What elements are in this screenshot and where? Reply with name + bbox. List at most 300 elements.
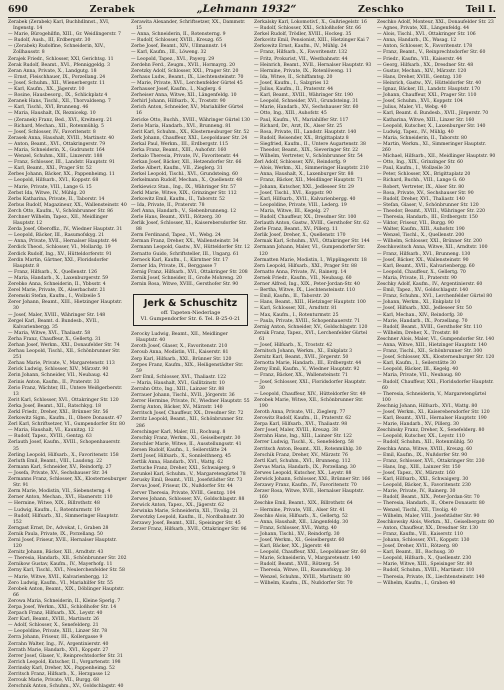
directory-entry: — Marie, Handarb., XV., Pillerg. 30 <box>377 422 459 428</box>
directory-entry: Zero Ludwig, Kaufm., VI., Mariahilfer Str. 55 <box>8 580 113 586</box>
directory-entry: — Ignaz, Bäcker, III., Landstr. Hauptstr. 170 <box>377 87 481 93</box>
directory-entry: — Karl, Kaufm., III., Löweng. 32 <box>131 50 207 56</box>
directory-entry: Zerke Albert, Kaufm., VII., Zieglerg. 31 <box>131 166 223 172</box>
right-headword: Zeschko <box>358 4 405 15</box>
directory-entry: Zermann Karl, Schneider, XV., Reindorfg. 27 <box>8 464 112 470</box>
directory-entry: — Franz, Schlosser, XVI., Ottakringer Str. 230 <box>377 458 485 464</box>
directory-entry: Zernin Rosa, Witwe, XVIII., Gersthofer Str. 90 <box>131 282 239 288</box>
directory-entry: Zerkel Leopold, Tischl., XVI., Grundsteing. 60 <box>131 172 238 178</box>
directory-entry: — Franz, Kaufm., VII., Kaiserstr. 110 <box>377 531 463 537</box>
directory-entry: Zeretzky Adolf, Schlosser, XXI., Prager Str. 20 <box>131 68 239 74</box>
directory-entry: Zernatto Guido, Schriftsteller, III., Ungarg. 61 <box>131 251 239 257</box>
directory-entry: — Rudolf, Dreher, XVI., Thaliastr. 140 <box>377 196 465 202</box>
directory-entry: — (Zerabek) Rudolfine, Schneiderin, XIV., Zollhausstr. 8 <box>8 44 106 56</box>
directory-entry: — Richard, Buchh., VIII., Lange G. 60 <box>377 178 465 184</box>
directory-entry: Zernikow Gustav, Kaufm., IV., Mayerhofg. 11 <box>8 562 113 568</box>
header-rule <box>8 17 496 18</box>
directory-entry: — Martin, Werkm., XI., Simmeringer Hauptstr. 260 <box>377 141 486 153</box>
directory-entry: — Josef, Schlosser, IV., Favoritenstr. 8 <box>8 129 96 135</box>
directory-entry: Zerhauser Josef, Kaufm., I., Naglerg. 6 <box>131 87 222 93</box>
directory-entry: Zerhirl Johann, Hilfsarb., X., Troststr. 90 <box>131 99 226 105</box>
directory-entry: — Ida, Witwe, II., Schiffamtsg. 20 <box>254 74 333 80</box>
advertisement-name: Jerk & Schuschitz <box>143 298 238 310</box>
directory-entry: — Rudolf, Beamt., XVIII., Gersthofer Str. 110 <box>377 324 482 330</box>
directory-entry: — Josef, Dreher, XVII., Rötzerg. 80 <box>377 544 458 550</box>
directory-entry: — Leopold, Schneider, XVI., Grundsteing. 31 <box>254 99 359 105</box>
directory-entry: — Josef, Werkm., XI., Geiselbergstr. 60 <box>254 537 345 543</box>
directory-entry: Zernotta Marie, Handarb., III., Erdbergstr. 44 <box>254 361 362 367</box>
directory-entry: — Rosa, Private, III., Landstr. Hauptstr. 140 <box>254 129 357 135</box>
directory-entry: Zernitz Karl, Beamt., XVII., Jörgerstr. 50 <box>254 355 349 361</box>
directory-entry: Zerel Marie, Private, IX., Alserbachstr. 21 <box>8 288 106 294</box>
directory-entry: — Anna, Schneiderin, II., Rotensterng. 9 <box>131 32 226 38</box>
directory-entry: — Heinrich, Beamt., XVII., Hernalser Hauptstr. 93 <box>254 62 372 68</box>
directory-entry: Zerschnik Anton, Schuhm., XV., Goldschlagstr. 40 <box>8 684 124 690</box>
directory-entry: Zerio Maria, Handarb., XVI., Brunneng. 81 <box>131 123 232 129</box>
directory-entry: Zerunkel Karl, Schuhm., V., Margaretengürtel 78 <box>131 472 246 478</box>
directory-entry: Zernik Josef, Schneider, II., Große Mohreng. 20 <box>131 275 242 281</box>
directory-entry: Zerm Ferdinand, Tapez., VI., Webg. 24 <box>131 233 221 239</box>
directory-entry: — Agnes, Private, XII., Längenfeldg. 44 <box>377 26 470 32</box>
directory-entry: Zertl Josef, Hilfsarb., X., Sonnleithnerg. 45 <box>131 454 231 459</box>
directory-entry: — Josef, Maler, XVIII., Währinger Str. 148 <box>8 312 106 318</box>
directory-entry: Zerlik Josef, Dreher, X., Quellenstr. 170 <box>254 233 346 239</box>
directory-entry: — Rudolf, Tapez., XVIII., Gentzg. 63 <box>8 434 92 440</box>
directory-entry: Zerwes Leopold, Kutscher, XX., Leystr. 88 <box>254 470 352 476</box>
directory-entry: — Rosine, Hausbesorg., IX., Schlickplatz 4 <box>8 93 108 99</box>
directory-entry: — Maria, Handarb., X., Laxenburgerstr. 59 <box>8 275 109 281</box>
directory-entry: — Leopold, Hilfsarb., X., Quellenstr. 230 <box>377 556 472 562</box>
directory-entry: Zerkalsky Karl, Lokomotivf., X., Gußriegelstr. 16 <box>254 20 367 25</box>
directory-entry: Zerny Emil, Kaufm., V., Wiedner Hauptstr. 92 <box>254 367 360 373</box>
directory-entry: — Karl, Beamt. d. Bundesb., XVII., Jörgerstr. 70 <box>377 111 489 117</box>
directory-entry: Zeschnig Johann, Hilfsarb., XVI., Wattg. 80 <box>377 403 478 409</box>
directory-entry: Zernitsch Johann, Werkm., XI., Enkplatz 3 <box>254 349 353 355</box>
directory-entry: Zerlauth Anton, Gastw., XVIII., Gersthofer Str. 62 <box>254 221 370 227</box>
directory-entry: — Alois, Werkm., XI., Simmeringer Hauptstr. 210 <box>254 166 369 172</box>
directory-entry: — Maria, Schneiderin, II., Taborstr. 80 <box>377 135 467 141</box>
directory-entry: — Josef, Werkm., XI., Kaiserebersdorfer Str. 120 <box>377 410 490 415</box>
directory-entry: — Rudolf, Schlosser, XXI., Schloßhofer Str. 66 <box>254 26 362 32</box>
directory-entry: Zerzawy Franz, Kaufm., IV., Favoritenstr. 70 <box>254 483 357 489</box>
directory-entry: — Karl, Schlosser, XII., Arndtstr. 81 <box>254 306 337 312</box>
directory-entry: Zeschke Emil, Beamt., XIX., Billrothstr. 64 <box>254 501 353 507</box>
directory-entry: Zerobek Marie, Witwe, XII., Schönbrunner Str. 190 <box>254 397 364 409</box>
directory-entry: Zervas Josef, Friseur, IX., Nußdorfer Str. 44 <box>131 484 233 490</box>
directory-entry: Zerrer Ludwig, Tischl., X., Senefelderg. 58 <box>254 440 354 446</box>
directory-entry: — Johann, Kutscher, XXI., Jedleseer Str. 29 <box>254 184 354 190</box>
directory-entry: — Franz, Beamt., V., Reinprechtsdorfer Str. 60 <box>377 50 486 56</box>
directory-entry: — Franz, Hilfsarb., XVI., Brunneng. 130 <box>377 251 471 257</box>
directory-entry: Zersen Rudolf, Kaufm., I., Seilerstätte 24 <box>131 447 227 453</box>
directory-entry: — Franz, Bäcker, XII., Meidlinger Hauptstr. 71 <box>254 178 363 184</box>
directory-entry: — Josef, Kaufm., I., Salzgries 12 <box>254 80 329 86</box>
directory-entry: Zertl Karl, Schuhm., XVI., Brunneng. 112 <box>254 458 351 464</box>
directory-entry: Zerebko Anna, Schneiderin, II., Ybbsstr. 4 <box>8 282 106 288</box>
directory-entry: Zernig Anton, Schneider, XV., Goldschlagstr. 120 <box>254 324 368 330</box>
directory-entry: — Hermine, Private, IX., Rotenlöweng. 11 <box>254 68 352 74</box>
directory-entry: — Stefan, Glaser, V., Schönbrunner Str. 120 <box>377 202 479 208</box>
directory-entry: — Siegfried, Kaufm., II., Untere Augartenstr. 38 <box>254 141 366 147</box>
directory-entry: — Rudolf, Reisender, XX., Brigittaplatz 8 <box>254 135 349 141</box>
directory-entry: — Karl, Beamt., XXI., Prager Str. 52 <box>8 166 92 172</box>
directory-entry: Zernek Friedr., Kaufm., VII., Neubaug. 60 <box>254 275 352 281</box>
directory-entry: — Emil, Kaufm., IX., Nußdorfer Str. 90 <box>377 452 468 458</box>
directory-entry: — Karl, Kaufm., I., Seilerstätte 30 <box>377 361 456 367</box>
directory-entry: — Theodor, Beamt., XIX., Sieveringer Str. 22 <box>254 147 359 153</box>
directory-entry: — Leopold, Hilfsarb., XVI., Koppstr. 68 <box>8 178 99 184</box>
directory-entry: — Paula, Private, XVIII., Schopenhauerstr. 71 <box>254 318 361 324</box>
directory-entry: — Rudolf, Schlosser, XVIII., Kreuzg. 65 <box>131 38 222 44</box>
directory-entry: — Theresia, Private, IX., Liechtensteinstr. 140 <box>377 574 485 580</box>
directory-entry: Zerkal Paul, Werkm., III., Erdbergstr. 115 <box>131 141 229 147</box>
directory-entry: — Maria, Witwe, III., Kegelg. 27 <box>254 208 330 214</box>
directory-entry: Zerkalo Theresia, Private, IV., Favoritenstr. 44 <box>131 154 239 160</box>
directory-entry: Zerman Franz, Dreher, XX., Wallensteinstr. 34 <box>131 239 239 245</box>
directory-entry: — Franz, Schuhm., XVI., Lerchenfelder Gürtel 80 <box>377 294 493 300</box>
directory-entry: Zern Leopold, Hilfsarb., XXI., Prager Str. 88 <box>254 263 357 269</box>
directory-entry: — Walter, Kaufm., XIII., Auhofstr. 190 <box>377 227 465 233</box>
directory-entry: — Bertha, Witwe, IX., Liechtensteinstr. 110 <box>254 288 356 294</box>
directory-entry: Zerritz Leopold, Beamt., XII., Schönbrunner Str. 286 <box>131 417 244 429</box>
directory-entry: Zerit Karl, Schlosser, XVI., Ottakringer Str. 120 <box>8 397 119 403</box>
directory-entry: Zerritsch Franz, Hilfsarb., X., Herzgasse 12 <box>8 672 111 678</box>
directory-entry: — Franz, Hilfsarb., X., Favoritenstr. 132 <box>254 50 348 56</box>
directory-entry: — Karl, Tischl., XVI, Brunneng. 46 <box>8 105 89 111</box>
directory-entry: Zernitz Johann, Bäcker, XII., Arndtstr. 43 <box>8 550 104 556</box>
page-header <box>8 3 496 16</box>
directory-entry: Zerkowitz Ernst, Kaufm., IV., Mühlg. 24 <box>254 44 347 50</box>
directory-entry: — Richard, Mechan., XII., Rotenmühlg. 5 <box>8 123 104 129</box>
directory-entry: Zerk Johann, Chauffeur, XXI., Leopoldauer Str. 24 <box>131 135 248 141</box>
directory-entry: Zerwick Anton, Tapez., XX., Jägerstr. 62 <box>131 502 225 508</box>
directory-entry: Zergel Karl, Beamt. d. Bundesb., XVII., Kalvarienbergg. 35 <box>8 318 100 330</box>
directory-entry: Zerkowitz Sigm., Kaufm., II., Obere Donaustr. 47 <box>8 416 123 422</box>
directory-entry: — Hans, Beamt., XIII., Hietzinger Hauptstr. 100 <box>254 300 366 306</box>
directory-entry: — Marie, Witwe, XVII., Kalvarienbergg. 12 <box>8 574 108 580</box>
directory-entry: — Leopold, Tapez., XVI., Payerg. 29 <box>131 56 215 62</box>
directory-entry: Zerl Anna, Handarb., V., Siebenbrunneng. 12 <box>131 208 237 214</box>
directory-entry: Zerle Hans, Beamt., XVII., Rötzerg. 30 <box>131 215 221 220</box>
directory-entry: Zertlik Anna, Handarb., XVI., Wattg. 62 <box>131 460 224 466</box>
directory-entry: — (Zeranek) Franz, Bed., XVI., Kreitnerg. 21 <box>8 117 113 123</box>
directory-entry: — Leopold, Kutscher, X., Laxenburger Str. 140 <box>377 123 486 129</box>
directory-entry: Zerner Anton, Mechan., XVI., Hasnerstr. 110 <box>8 495 113 501</box>
directory-entry: — Theresia, Handarb., XII., Schönbrunner Str. 202 <box>8 556 127 562</box>
directory-entry: — Maria, Haushalt, IX, Reznicekg. 10 <box>8 111 96 117</box>
directory-entry: Zerdick Theod., Schlosser, VI., Mollardg. 19 <box>8 245 111 251</box>
directory-entry: — Maria, Private, II., Praterstr. 90 <box>377 275 457 281</box>
directory-entry: Zeremski Stefan, Kaufm., I., Wollzeile 5 <box>8 294 101 300</box>
directory-entry: — Max, Kaufm., I., Rotenturmstr. 25 <box>254 312 339 318</box>
directory-entry: — Karl, Beamt., XVII., Kalvarienbergg. 60 <box>377 263 475 269</box>
directory-entry: Zerch Otto, Kaufm., V., Schönbrunner Str. 86 <box>8 208 113 214</box>
directory-entry: — Josef, Schlosser, XXI., Floridsdorfer Hauptstr. 30 <box>254 379 367 391</box>
directory-entry: Zerschik Franz, Dreher, XV., Märzstr. 76 <box>254 452 348 458</box>
directory-title: „Lehmann 1932“ <box>196 3 297 15</box>
directory-entry: Zerr Karl, Beamt., XVIII., Martinstr. 26 <box>8 617 99 623</box>
directory-entry: — Ludwig, Tapez., IV., Mühlg. 40 <box>377 129 454 135</box>
directory-entry: Zerrinsky Karl, Dreher, XX., Pappenheimg. 52 <box>8 665 115 671</box>
directory-entry: — Franz, Tischl., XII., Schönbrunner Str. 300 <box>377 349 483 355</box>
directory-entry: — Maria, Witwe, XVI., Thaliastr. 58 <box>8 330 91 336</box>
directory-entry: Zerhau Marie, Private, V., Margaretenstr. 113 <box>8 361 115 367</box>
directory-entry: — Peter, Schlosser, XX., Brigittaplatz 20 <box>377 172 471 178</box>
directory-entry: — Friedr., Kaufm., VII., Kaiserstr. 44 <box>377 56 463 62</box>
directory-entry: Zerbe Josef, Beamt., XIV., Ullmannstr. 14 <box>131 44 227 50</box>
directory-entry: — Paul, Kaufm., I., Wollzeile 30 <box>377 166 451 172</box>
directory-entry: Zerzer Franz, Hilfsarb., XVII., Ottakringer Str. 96 <box>131 527 247 533</box>
directory-entry: — Karl, Bäcker, XX., Jägerstr. 48 <box>254 544 330 550</box>
directory-entry: Zeranek Hans, Tischl., XII., Thorvaldseng. 7 <box>8 99 111 105</box>
directory-entry: — Josef, Schuhm., XVI., Koppstr. 104 <box>377 99 463 105</box>
directory-entry: Zerkiewicz Stan., Ing., IX., Währinger Str. 57 <box>131 184 236 190</box>
directory-entry: Zericke Otto, Buchh., XVIII., Währinger Gürtel 130 <box>131 117 250 123</box>
directory-entry: Zerbes Johann, Bäcker, XX., Pappenheimg. 11 <box>8 172 115 178</box>
directory-entry: Zerwes Johann, Schlosser, XV., Goldschlagstr. 88 <box>131 496 245 502</box>
directory-entry: Zerr Emil, Schlosser, XVI., Thaliastr. 122 <box>131 374 227 380</box>
directory-entry: — Maria, Private, VII., Neubaug. 80 <box>377 373 461 379</box>
directory-entry: Zerlauth Josef, Kaufm., XVIII., Schopenhauerstr. 35 <box>8 440 121 452</box>
directory-entry: Zeroth Anna, Private, VII., Zieglerg. 77 <box>254 410 346 415</box>
directory-entry: — Rudolf, Aush., III, Erdbergstr. 30 <box>8 38 91 44</box>
directory-entry: Zeroth Josef, Glaser, X., Favoritenstr. 210 <box>131 344 228 350</box>
directory-entry: — Paul, Kaufm., VI., Mariahilfer Str. 117 <box>254 117 349 123</box>
directory-entry: Zerer Johann, Beamt., XIII., Hietzinger Hauptstr. 30 <box>8 300 123 312</box>
directory-entry: — Leopoldine, Private, VIII., Lederg. 19 <box>254 202 347 208</box>
directory-entry: Zerinis Anton, Kaufm., II., Praterstr. 33 <box>8 379 100 385</box>
directory-entry: — Hermine, Private, VIII., Alser Str. 41 <box>254 507 346 513</box>
directory-entry: — Josef, Schuhm., XII., Wienerbergstr. 11 <box>8 80 105 86</box>
directory-entry: Zerpach Franz, Hilfsarb., XX., Leystr. 40 <box>8 611 103 617</box>
directory-entry: — Wilhelm, Kaufm., I., Graben 40 <box>377 580 456 586</box>
directory-entry: Zerhan Josef, Werkm., XXI., Donaufelder Str. 74 <box>8 342 120 348</box>
directory-entry: Zerkl Friedr., Dreher, XXI., Brünner Str. 56 <box>8 410 109 415</box>
directory-entry: Zerrahn Hans, Ing., XIII., Lainzer Str. 122 <box>254 434 352 440</box>
directory-entry: Zerschler Marie, Witwe, II., Ausstellungsstr. 41 <box>131 441 242 447</box>
advertisement-line-1: off. Tapeten-Niederlage <box>160 310 221 317</box>
directory-entry: Zeschko Alois, Hilfsarb., X., Gellertg. 52 <box>254 513 348 519</box>
directory-entry: Zerrauer Johann, Tischl., XVII., Jörgerstr. 36 <box>131 393 235 399</box>
directory-entry: — Anton, Beamt., XVI., Ottakringerstr. 79 <box>8 141 106 147</box>
directory-entry: Zerhau Leopold, Tischl., XII., Schönbrunner Str. 251 <box>8 349 121 361</box>
directory-entry: Zerritsch Josef, Chauffeur, XX., Dresdner Str. 72 <box>131 411 244 417</box>
directory-entry: Zerda Josef, Oberoffiz., IV., Wiedner Hauptstr. 31 <box>8 227 123 233</box>
directory-entry: — Franz, Schlosser, III., Landstr. Hauptstr. 91 <box>8 160 115 166</box>
directory-entry: Zerbst Ida, Witwe, IV., Mühlg. 20 <box>8 190 86 196</box>
directory-entry: — Leopold, Chauffeur, X., Gellertg. 70 <box>377 269 466 275</box>
directory-entry: Zeschkowsky Alois, Werkm., XI., Geiselbergstr. 80 <box>377 519 494 525</box>
directory-entry: Zertuche Franz, Dreher, XXI., Schwaigerg. 9 <box>131 466 236 472</box>
directory-entry: Zerchner Wilhelm, Tapez., XII., Meidlinger Hauptstr. 12 <box>8 215 108 227</box>
directory-entry: — Emil, Tapez., XV., Goldschlagstr. 140 <box>377 288 469 294</box>
column-2 <box>131 20 250 670</box>
directory-entry: Zeran Anna, Private, X., Landgutg. 18 <box>8 68 97 74</box>
directory-entry: — Katharina, Witwe, XIII., Linzer Str. 160 <box>377 117 475 123</box>
directory-entry: — Josef, Tapez., XV., Märzstr. 160 <box>377 470 455 476</box>
directory-entry: Zerpa Josef, Werkm., XXI., Schloßhofer Str. 14 <box>8 605 117 610</box>
directory-entry: Zerny Karl, Tischl., XVI., Neulerchenfelder Str. 58 <box>8 568 125 574</box>
directory-entry: Zerowitz Rudolf, Kaufm., II., Praterstr. 62 <box>254 416 352 422</box>
directory-entry: Zerrouk Marie, Private, VII., Burgg. 68 <box>8 678 100 684</box>
directory-entry: — Leopoldine, Private, XIII., Linzer Str. 78 <box>8 629 108 635</box>
directory-entry: Zerrig Anton, Bäcker, XV., Märzstr. 140 <box>131 405 223 411</box>
directory-entry: Zerio Franz, Wächter, III., Untere Weißgerberstr. 13 <box>8 385 123 397</box>
directory-entry: — Richard, Dr., Arzt, IX., Alser Str. 25 <box>254 123 343 129</box>
directory-entry: — Anna, Handarb., IX., Wasag. 12 <box>377 38 457 44</box>
directory-entry: — Marie, Bürogehilfin, XIII., Gr. Weidlingerstr. 7 <box>8 32 121 38</box>
directory-entry: — Rudolf, Schuhm., XII., Rotenmühlg. 50 <box>377 440 473 446</box>
directory-entry: Zerrich Leopold, Kutscher, II., Vorgartenstr. 198 <box>8 659 121 665</box>
directory-entry: Zeschinsky Franz, Dreher, X., Senefelderg. 80 <box>377 428 485 434</box>
column-1 <box>8 20 127 690</box>
directory-entry: — Gustav, Mechan., XIV., Märzstr. 120 <box>377 68 467 74</box>
directory-entry: — Hans, Dreher, XVIII., Gentzg. 130 <box>377 74 462 80</box>
directory-entry: — Maria, Haushalt, XVI., Gallitzinstr. 10 <box>131 380 225 386</box>
directory-entry: — Johann, Chauffeur, XXI., Prager Str. 110 <box>377 93 477 99</box>
directory-entry: Zerra Johann, Friseur, III., Kollergasse 9 <box>8 635 103 641</box>
directory-entry: — Karl, Beamt., XVII., Hernalser Hauptstr. 190 <box>377 416 487 422</box>
directory-entry: Zerak Rudolf, Beamt., XVI., Pfenniggeldg. 3 <box>8 62 111 68</box>
directory-entry: Zerpes Franz, Kaufm., XIX., Heiligenstädter Str. 59 <box>131 362 244 374</box>
directory-entry: — Josef, Bäcker, XX., Wallensteinstr. 90 <box>377 257 469 263</box>
directory-entry: — Leopold, Chauffeur, XIV., Hütteldorfer Str. 49 <box>254 391 366 397</box>
directory-entry: Zerschky Franz, Werkm., XI., Geiselbergstr. 30 <box>131 435 241 441</box>
directory-entry: Zernig Franz, Hilfsarb., XVI., Ottakringer Str. 208 <box>131 269 248 275</box>
directory-entry: Zerl Karl, Schriftsetzer, VI., Gumpendorfer Str. 80 <box>8 422 125 428</box>
directory-entry: — Rudolf, Beamt., XIX., Peter-Jordan-Str. 70 <box>377 495 480 501</box>
directory-entry: — Robert, Vertreter, IX., Alser Str. 80 <box>377 184 465 190</box>
advertisement-box <box>133 294 248 326</box>
directory-entry: — Leopold, Chauffeur, XXI., Leopoldauer Str. 60 <box>254 550 367 556</box>
directory-entry: Zerwinka Marie, Schneiderin, XII., Tivolig. 21 <box>131 508 239 514</box>
directory-entry: — Josef, Hilfsarb., X., Troststr. 42 <box>254 342 332 348</box>
directory-entry: — Ida, Private, II., Praterstr. 78 <box>131 202 205 208</box>
directory-entry: — Johann, Schlosser, XVI., Koppstr. 130 <box>377 537 470 543</box>
directory-entry: — Marie, Private, VIII., Lange G. 15 <box>8 184 92 190</box>
directory-entry: — Theresia, Handarb., III., Erdbergstr. 150 <box>377 215 478 220</box>
directory-entry: Zerkel Rudolf, Trödler, XVIII., Hockeg. 35 <box>254 32 352 38</box>
directory-entry: Zerowa Maria, Schneiderin, II., Kleine Sperlg. 7 <box>8 598 121 604</box>
directory-entry: — Maria, Haushalt, VI., Kaunitzg. 12 <box>8 428 94 434</box>
directory-entry: Zerabek (Zerabek) Karl, Buchhdlnnst., XVI, Ingenstg. 14 <box>8 20 110 32</box>
directory-entry: — Marie, Private, IV., Rainerg. 30 <box>377 489 456 495</box>
directory-entry: Zerp Karl, Hilfsarb., XXI., Brünner Str. 120 <box>131 356 232 362</box>
directory-entry: — Franz, Schlosser, XVI., Wattg. 40 <box>254 525 337 531</box>
directory-entry: Zerner Alfred, Ing., XIX., Peter-Jordan-Str. 40 <box>254 282 360 288</box>
directory-entry: Zerwick Johann, Schlosser, XXI., Brünner Str. 166 <box>254 477 371 483</box>
directory-entry: Zerdehn Ferd., Zeugm., XVII., Hormayrg. 20 <box>131 62 236 68</box>
directory-entry: Zerver Theresia, Private, XVIII., Gentzg. 104 <box>131 490 236 496</box>
directory-entry: — Hermine, Witwe, XIX., Billrothstr. 48 <box>8 501 100 507</box>
directory-entry: Zervas Maria, Handarb., IX., Porzellang. 30 <box>254 464 356 470</box>
directory-entry: — Wenzel, Schuhm., XVIII., Martinstr. 80 <box>254 574 350 580</box>
directory-entry: Zerka Josef, Beamt., XII., Ratschkyg. 18 <box>8 403 102 409</box>
directory-entry: Zerner Ida, Private, IX., Berggasse 7 <box>131 263 217 269</box>
directory-entry: — Ernst, Fleischhauer, IX., Porzellang. 24 <box>8 74 106 80</box>
directory-entry: Zernik Franz, Tapez., XVI., Lerchenfelder Gürtel 61 <box>254 330 368 342</box>
directory-entry: Zerwotzky Leopold, Kaufm., II., Nordbahnstr. 30 <box>131 514 245 520</box>
directory-entry: Zerluth Emil, Beamt., VIII., Laudong. 22 <box>8 458 103 464</box>
directory-entry: Zerocky Ludwig, Beamt., XII., Meidlinger Hauptstr. 40 <box>131 332 228 344</box>
directory-entry: Zerschinger Karl, Maler, III., Rochusg. 8 <box>131 429 226 435</box>
directory-entry: Zerit Karl, Schuhm., XX., Klosterneuburger Str. 52 <box>131 129 250 135</box>
directory-entry: — Fritz, Prokurist, VII., Westbahnstr. 44 <box>254 56 348 62</box>
directory-entry: — Ludwig, Kaufm., I., Rotenturmstr. 19 <box>8 507 100 513</box>
directory-entry: — Adolf, Schlosser, X., Senefelderg. 21 <box>8 623 99 629</box>
directory-entry: — Franz, Bäcker, XX., Wallensteinstr. 71 <box>254 373 348 379</box>
directory-entry: — Johann, Werkm., XI., Enkplatz 10 <box>377 300 461 306</box>
directory-entry: Zerrahn Otto, Ing., XIII., Lainzer Str. 88 <box>131 386 225 392</box>
directory-entry: — Georg, Hilfsarb., XX., Dresdner Str. 48 <box>377 62 474 68</box>
directory-entry: — Anton, Schlosser, X., Favoritenstr. 178 <box>377 44 473 50</box>
directory-entry: — Heinrich, Gastw., XV., Hütteldorfer Str. 40 <box>377 80 482 86</box>
directory-entry: — Wilhelm, Maler, VIII., Josefstädter Str. 90 <box>377 513 480 519</box>
directory-entry: Zermak Karl, Schuhm., XVI., Ottakringer Str. 144 <box>254 239 370 245</box>
directory-entry: — Marie, Schneiderin, V., Margaretenstr. 140 <box>254 556 361 562</box>
directory-entry: Zerritsch Anton, Beamt., XII., Rotenmühlg. 30 <box>254 446 362 452</box>
directory-entry: — Rudolf, Chauffeur, XXI., Floridsdorfer Hauptstr. 60 <box>377 379 494 391</box>
directory-entry: — Theresia, Handarb., II., Obere Donaustr. 80 <box>377 501 485 507</box>
directory-entry: — Karl, Mechan., XIV., Reindorfg. 30 <box>377 312 463 318</box>
directory-entry: — Anton, Chauffeur, XX., Dresdner Str. 130 <box>377 525 479 531</box>
directory-entry: Zerkl Marie, Witwe, XIX., Grinzinger Str. 112 <box>131 190 237 196</box>
directory-entry: Zeschko Adolf, Monteur, XXI., Donaufelder Str. 23 <box>377 20 494 25</box>
directory-entry: — Johann, Tischl., XV., Reindorfg. 30 <box>254 531 340 537</box>
directory-entry: — Leopold, Bäcker, III., Kegelg. 40 <box>377 367 459 373</box>
directory-entry: — Karl, Hilfsarb., XXI., Schwaigerg. 30 <box>377 477 469 483</box>
directory-entry: — Maria, Schneiderin, X., Gudrunstr. 164 <box>8 147 105 153</box>
directory-entry: Zerneck Karl, Kaufm., I., Kärntner Str. 17 <box>131 257 229 263</box>
column-3 <box>254 20 373 670</box>
directory-entry: Zerin Johann, Schneider, VII., Neubaug. 42 <box>8 373 109 379</box>
directory-entry: Zerdin Martin, Gärtner, XXI., Floridsdorfer Hauptstr. 8 <box>8 257 109 269</box>
directory-entry: Zernik Paula, Private, IX., Porzellang. 50 <box>8 531 103 537</box>
directory-entry: Zerhaus Ludw., Beamt., IX., Liechtensteinstr. 70 <box>131 74 244 80</box>
directory-entry: — Otto, Ing., XIII., Auhofstr. 45 <box>254 111 327 117</box>
directory-entry: — Josef, Hilfsarb., XXI., Jedleseer Str. 50 <box>377 306 472 312</box>
directory-entry: — Karl, Kaufm., XX., Jägerstr. 10 <box>8 87 85 93</box>
directory-entry: — Marie, Handarb., XV., Sechshauser Str. 60 <box>254 105 359 111</box>
directory-entry: — Theresia, Schneiderin, V., Margaretengürtel 100 <box>377 391 487 403</box>
directory-entry: — Anna, Witwe, XIII., Hietzinger Hauptstr. 140 <box>377 342 487 348</box>
directory-entry: — Wilhelm, Schlosser, XXI., Brünner Str. 200 <box>377 239 482 245</box>
directory-entry: — Leopold, Bäcker, III., Rasumofskyg. 21 <box>8 233 105 239</box>
directory-columns <box>8 20 496 690</box>
directory-entry: — Leopold, Bäcker, X., Favoritenstr. 230 <box>377 483 471 489</box>
directory-entry: Zerawita Alexander, Schriftsetzer, XX., Dammstr. 15 <box>131 20 246 32</box>
directory-entry: Zerrath Marie, Handarb., XVI., Koppstr. 27 <box>8 647 109 653</box>
directory-entry: Zerm Marie, Modistin, VII., Siebensterng. 4 <box>8 489 111 495</box>
directory-entry: Zerlik Josef, Schlosser, XI., Kaiserebersdorfer Str. 88 <box>131 221 247 233</box>
directory-entry: Zerle Franz, Beamt., XV., Pillerg. 11 <box>254 227 338 233</box>
directory-entry: — Josef, Tischl., XVI., Koppstr. 90 <box>254 190 332 196</box>
directory-entry: Zermatten Marie, Modistin, I., Wipplingerstr. 18 <box>254 257 367 263</box>
directory-entry: Zerasek Anna, Haushalt, XVIII., Martinstr. 40 <box>8 135 115 141</box>
directory-entry: Zeschka Anna, Witwe, XVIII., Kreuzg. 60 <box>377 446 473 452</box>
directory-entry: Zerrer Josef, Glaser, V., Reinprechtsdorfer Str. 31 <box>8 653 123 659</box>
directory-entry: Zerka Franz, Beamt., XIII., Auhofstr. 160 <box>131 147 227 153</box>
directory-entry: Zerr Josef, Maler, XVIII., Kreuzg. 38 <box>254 428 338 434</box>
directory-entry: — Marie, Handarb., IX., Porzellang. 70 <box>377 318 468 324</box>
directory-entry: — Theodor, Beamt., XVIII., Währinger Str. 220 <box>377 208 486 214</box>
directory-entry: Zermanns Franz, Schlosser, XX., Klosterneuburger Str. 91 <box>8 477 127 489</box>
directory-entry: — Anna, Private, XVII., Hernalser Hauptstr. 44 <box>8 239 118 245</box>
directory-entry: — Hans, Ing., XIII., Lainzer Str. 150 <box>377 464 461 470</box>
directory-entry: Zermann Leopold, Gastw., XV., Hütteldorfer Str. 12 <box>131 245 250 251</box>
directory-entry: Zerzer Rosa, Witwe, XVII., Hernalser Hauptstr. 160 <box>254 489 364 501</box>
directory-entry: — Rudolf, Beamt., XVII., Rötzerg. 54 <box>254 562 340 568</box>
